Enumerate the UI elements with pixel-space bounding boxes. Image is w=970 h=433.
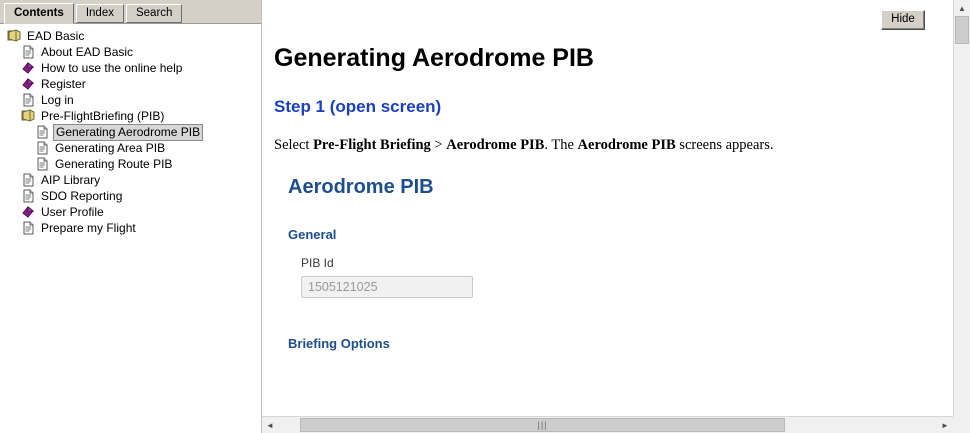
tree-item-log-in[interactable]: [4, 92, 261, 108]
vertical-scroll-track[interactable]: [954, 16, 970, 417]
tree-item-how-to-use-the-online-help[interactable]: [4, 60, 261, 76]
tree-item-label: Generating Route PIB: [55, 156, 173, 171]
tree-item-label: Register: [41, 76, 86, 91]
instruction-bold-2: Aerodrome PIB: [446, 137, 545, 153]
section-spacer: [288, 298, 953, 336]
page-icon: [20, 188, 36, 204]
tab-contents[interactable]: [4, 3, 74, 24]
general-section-heading: General: [288, 227, 337, 242]
tab-index-label: Index: [85, 7, 114, 19]
hide-button-label: Hide: [891, 13, 915, 25]
page-icon: [20, 220, 36, 236]
tree-item-generating-route-pib[interactable]: [4, 156, 261, 172]
instruction-text-2: >: [430, 137, 447, 153]
tree-item-label: Log in: [41, 92, 74, 107]
tree-item-label: EAD Basic: [27, 28, 85, 43]
tree-item-label: SDO Reporting: [41, 188, 123, 203]
book-icon: [6, 28, 22, 44]
tree-item-user-profile[interactable]: [4, 204, 261, 220]
instruction-text-4: screens appears.: [675, 137, 774, 153]
tab-search-label: Search: [135, 7, 173, 19]
tab-contents-label: Contents: [14, 7, 64, 19]
tree-item-label: Generating Aerodrome PIB: [53, 124, 203, 141]
step-heading: Step 1 (open screen): [274, 97, 442, 116]
topic-content: [262, 0, 953, 416]
tree-item-label: AIP Library: [41, 172, 101, 187]
tree-item-label: About EAD Basic: [41, 44, 134, 59]
tree-item-about-ead-basic[interactable]: [4, 44, 261, 60]
tree-item-sdo-reporting[interactable]: [4, 188, 261, 204]
pib-id-input: 1505121025: [301, 276, 473, 298]
screenshot-heading: Aerodrome PIB: [288, 176, 434, 198]
instruction-paragraph: [274, 137, 953, 154]
page-icon: [20, 44, 36, 60]
scroll-right-button[interactable]: ►: [937, 417, 953, 433]
page-title: Generating Aerodrome PIB: [274, 44, 594, 72]
scroll-thumb-grip: |||: [537, 420, 548, 430]
tree-item-aip-library[interactable]: [4, 172, 261, 188]
tree-item-label: User Profile: [41, 204, 104, 219]
navigation-pane: [0, 0, 262, 433]
briefing-options-section-heading: Briefing Options: [288, 336, 390, 351]
tree-item-generating-aerodrome-pib[interactable]: [4, 124, 261, 140]
instruction-text-3: . The: [544, 137, 578, 153]
tree-item-label: How to use the online help: [41, 60, 183, 75]
tree-item-generating-area-pib[interactable]: [4, 140, 261, 156]
page-icon: [20, 92, 36, 108]
diamond-icon: [20, 76, 36, 92]
tree-item-label: Prepare my Flight: [41, 220, 136, 235]
horizontal-scrollbar[interactable]: [262, 416, 953, 433]
navigation-tabstrip: [0, 0, 261, 24]
scroll-left-button[interactable]: ◄: [262, 417, 278, 433]
book-icon: [20, 108, 36, 124]
diamond-icon: [20, 204, 36, 220]
tree-item-ead-basic[interactable]: [4, 28, 261, 44]
page-icon: [34, 156, 50, 172]
vertical-scroll-thumb[interactable]: [955, 16, 969, 44]
diamond-icon: [20, 60, 36, 76]
page-icon: [34, 140, 50, 156]
tab-search[interactable]: [126, 4, 182, 23]
pib-id-label: PIB Id: [301, 256, 334, 270]
horizontal-scroll-track[interactable]: [278, 417, 937, 433]
instruction-bold-3: Aerodrome PIB: [577, 137, 676, 153]
scroll-up-button[interactable]: ▲: [954, 0, 970, 16]
tree-item-label: Generating Area PIB: [55, 140, 166, 155]
topic-pane: [262, 0, 970, 433]
page-icon: [34, 124, 50, 140]
instruction-bold-1: Pre-Flight Briefing: [313, 137, 431, 153]
vertical-scrollbar[interactable]: [953, 0, 970, 433]
scrollbar-corner: [953, 416, 970, 433]
tree-item-pre-flight-briefing[interactable]: [4, 108, 261, 124]
embedded-screenshot: [288, 176, 953, 351]
horizontal-scroll-thumb[interactable]: [300, 418, 785, 432]
help-document: [262, 0, 953, 351]
hide-button[interactable]: [881, 10, 925, 30]
tab-index[interactable]: [76, 4, 124, 23]
tree-item-label: Pre-FlightBriefing (PIB): [41, 108, 165, 123]
contents-tree: [0, 24, 261, 433]
tree-item-prepare-my-flight[interactable]: [4, 220, 261, 236]
instruction-text-1: Select: [274, 137, 314, 153]
page-icon: [20, 172, 36, 188]
tree-item-register[interactable]: [4, 76, 261, 92]
